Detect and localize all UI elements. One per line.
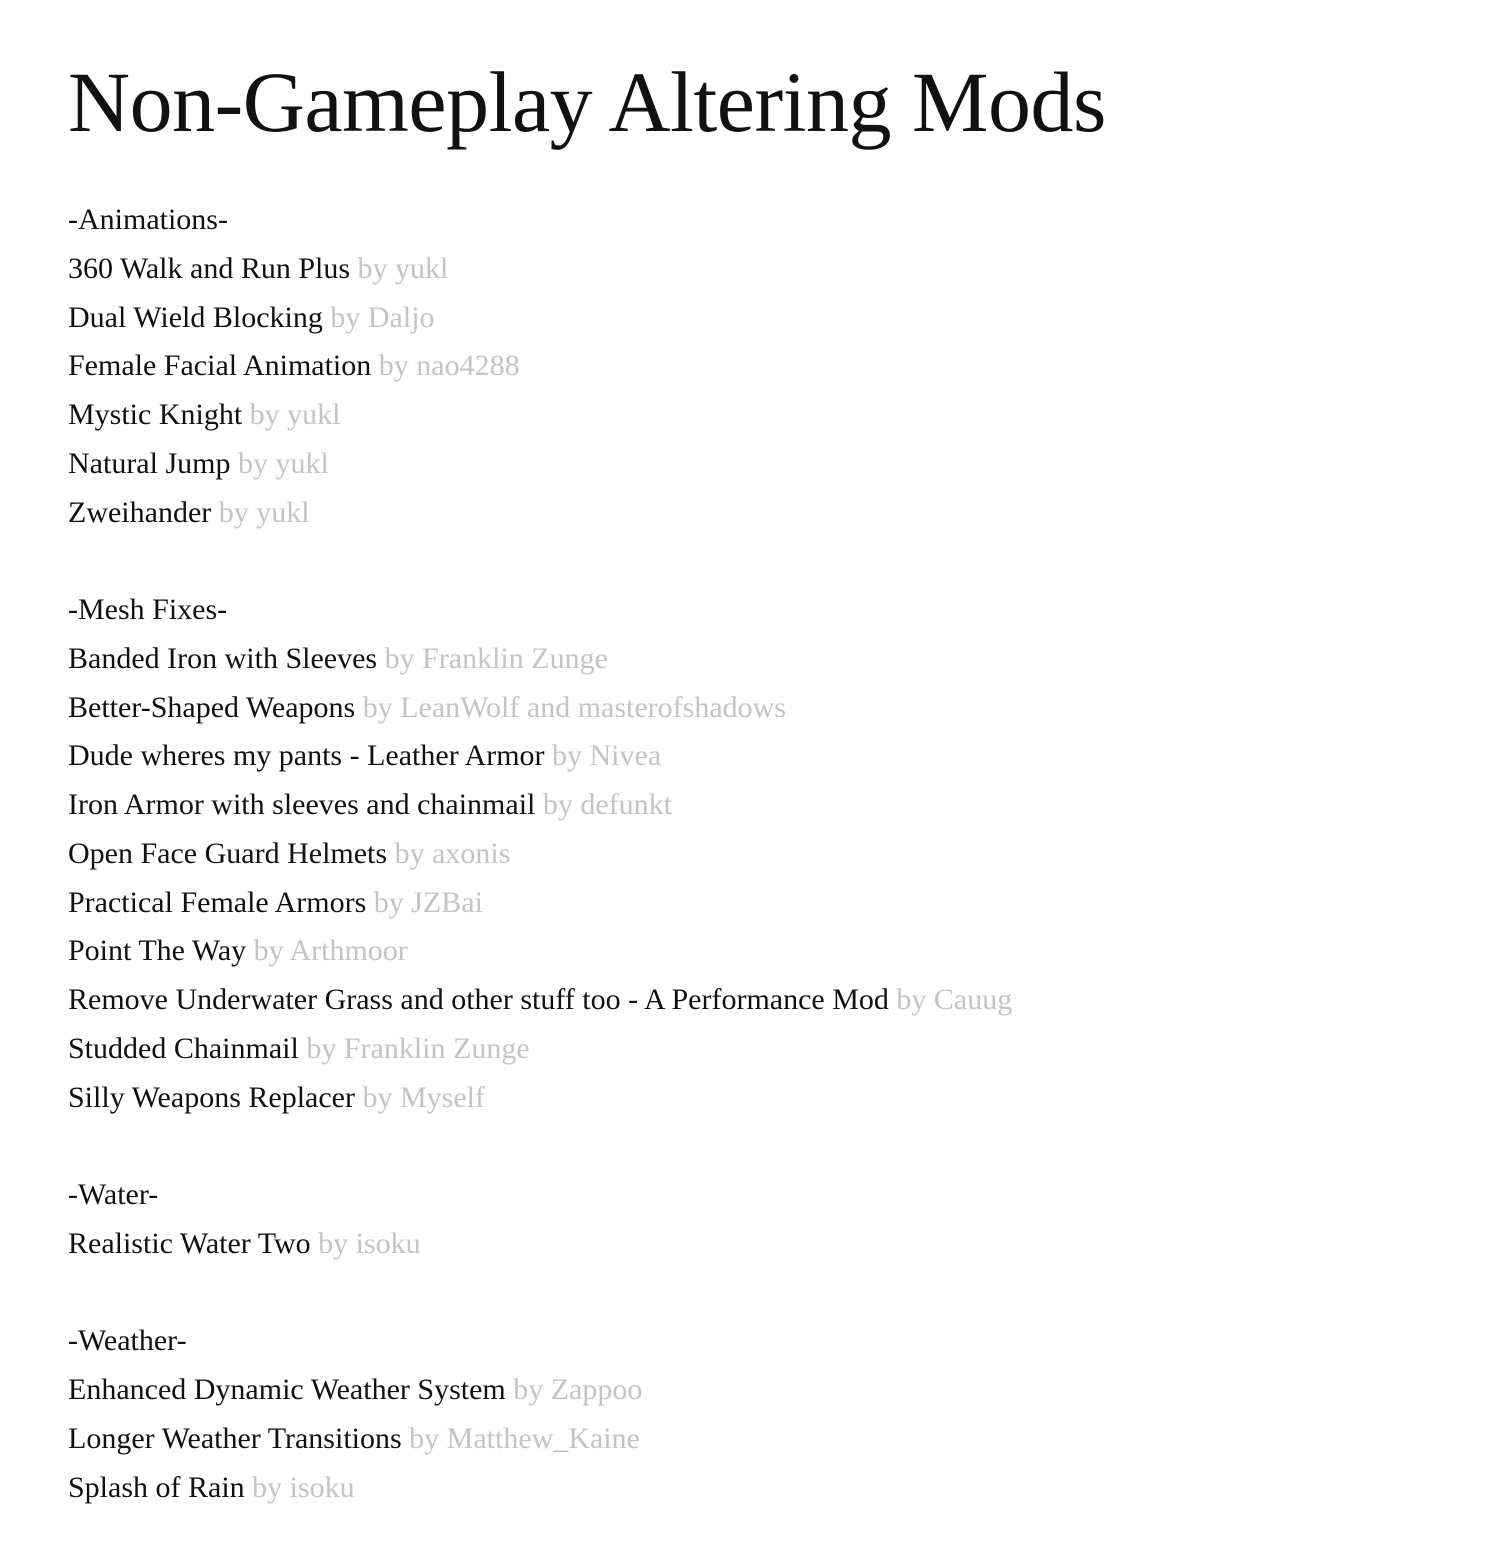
section-header: -Animations- — [68, 203, 228, 236]
mod-name: Zweihander — [68, 495, 212, 529]
mod-name: Dude wheres my pants - Leather Armor — [68, 739, 545, 773]
mod-entry — [68, 294, 1468, 343]
mod-author: by yukl — [249, 398, 341, 431]
mod-author: by nao4288 — [378, 349, 520, 383]
mod-name: Realistic Water Two — [68, 1226, 311, 1260]
mod-entry — [68, 927, 1468, 976]
mod-author: by Daljo — [330, 300, 435, 334]
mod-section — [68, 586, 1468, 1122]
mod-name: Remove Underwater Grass and other stuff too - A Performance Mod — [68, 983, 889, 1016]
mod-entry — [68, 1415, 1468, 1464]
section-header: -Mesh Fixes- — [68, 593, 228, 626]
mod-entry — [68, 1464, 1468, 1513]
mod-name: Banded Iron with Sleeves — [68, 641, 378, 675]
mod-entry — [68, 245, 1468, 294]
mod-author: by yukl — [237, 446, 329, 480]
mod-entry — [68, 1220, 1468, 1269]
mod-author: by Franklin Zunge — [306, 1031, 530, 1065]
mod-name: Practical Female Armors — [68, 885, 367, 919]
mod-author: by Zappoo — [513, 1373, 643, 1406]
mod-section — [68, 1317, 1468, 1512]
mod-name: Natural Jump — [68, 446, 231, 480]
section-header: -Weather- — [68, 1324, 187, 1358]
mod-author: by Matthew_Kaine — [409, 1421, 640, 1455]
mod-author: by JZBai — [373, 885, 483, 919]
mod-author: by isoku — [252, 1470, 355, 1504]
mod-author: by LeanWolf and masterofshadows — [362, 690, 786, 724]
mod-author: by Cauug — [896, 983, 1013, 1016]
mod-entry — [68, 342, 1468, 391]
mod-name: Dual Wield Blocking — [68, 300, 323, 334]
mod-entry — [68, 391, 1468, 440]
mod-entry — [68, 976, 1468, 1025]
mod-entry — [68, 1074, 1468, 1123]
mod-name: Female Facial Animation — [68, 349, 372, 383]
mod-name: Better-Shaped Weapons — [68, 690, 356, 724]
mod-entry — [68, 830, 1468, 879]
mod-author: by isoku — [318, 1226, 421, 1260]
page-title: Non-Gameplay Altering Mods — [68, 54, 1106, 150]
mod-name: Enhanced Dynamic Weather System — [68, 1373, 506, 1406]
mod-section — [68, 196, 1468, 537]
mod-entry — [68, 684, 1468, 733]
section-header: -Water- — [68, 1178, 159, 1211]
mod-entry — [68, 879, 1468, 928]
mod-author: by yukl — [357, 251, 449, 285]
mod-name: Iron Armor with sleeves and chainmail — [68, 788, 536, 821]
mod-entry — [68, 1025, 1468, 1074]
mod-author: by Franklin Zunge — [384, 641, 608, 675]
mod-name: Mystic Knight — [68, 398, 243, 431]
mod-entry — [68, 440, 1468, 489]
mod-entry — [68, 1366, 1468, 1415]
mod-author: by yukl — [218, 495, 310, 529]
mod-name: Splash of Rain — [68, 1470, 245, 1504]
mod-name: Silly Weapons Replacer — [68, 1080, 355, 1114]
mod-name: Point The Way — [68, 934, 247, 968]
mod-author: by defunkt — [542, 788, 673, 821]
mod-entry — [68, 732, 1468, 781]
mod-author: by Nivea — [552, 739, 662, 773]
mod-name: Longer Weather Transitions — [68, 1421, 402, 1455]
mod-entry — [68, 489, 1468, 538]
mod-entry — [68, 635, 1468, 684]
mod-name: Studded Chainmail — [68, 1031, 299, 1065]
mod-author: by axonis — [394, 836, 511, 870]
mod-author: by Myself — [362, 1080, 485, 1114]
mod-entry — [68, 781, 1468, 830]
mod-name: 360 Walk and Run Plus — [68, 251, 351, 285]
mod-author: by Arthmoor — [253, 934, 408, 968]
mod-list — [68, 196, 1468, 1561]
mod-section — [68, 1171, 1468, 1269]
mod-name: Open Face Guard Helmets — [68, 836, 388, 870]
